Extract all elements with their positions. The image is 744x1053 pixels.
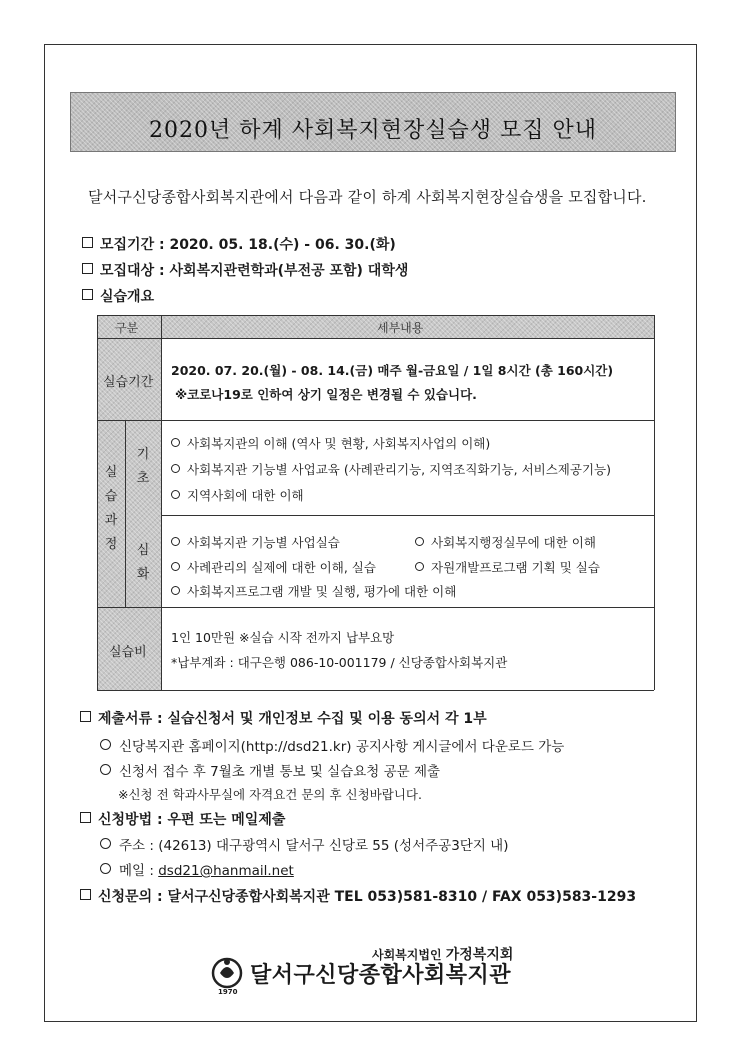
checkbox-square-icon <box>82 263 93 274</box>
advanced-item: 사회복지프로그램 개발 및 실행, 평가에 대한 이해 <box>171 582 456 600</box>
title-banner <box>70 92 676 152</box>
page-title: 2020년 하계 사회복지현장실습생 모집 안내 <box>149 117 597 143</box>
circle-bullet-icon <box>171 490 180 499</box>
circle-bullet-icon <box>100 764 111 775</box>
process-label: 실 습 과 정 <box>104 465 118 552</box>
checkbox-square-icon <box>82 289 93 300</box>
period-label: 실습기간 <box>103 375 154 390</box>
period-line-1: 2020. 07. 20.(월) - 08. 14.(금) 매주 월-금요일 / 1일 8시간 (총 160시간) <box>171 363 614 378</box>
period-line-2: ※코로나19로 인하여 상기 일정은 변경될 수 있습니다. <box>175 387 477 402</box>
basic-label: 기 초 <box>136 447 150 486</box>
basic-item: 사회복지관의 이해 (역사 및 현황, 사회복지사업의 이해) <box>171 434 490 452</box>
table-header-row <box>97 315 654 338</box>
advanced-item: 자원개발프로그램 기획 및 실습 <box>415 558 600 576</box>
circle-bullet-icon <box>171 562 180 571</box>
fee-line-1: 1인 10만원 ※실습 시작 전까지 납부요망 <box>171 630 395 645</box>
fee-line-2: *납부계좌 : 대구은행 086-10-001179 / 신당종합사회복지관 <box>171 655 508 670</box>
circle-bullet-icon <box>415 562 424 571</box>
logo-year: 1970 <box>218 988 238 996</box>
email-link[interactable]: dsd21@hanmail.net <box>158 863 294 879</box>
circle-bullet-icon <box>100 863 111 874</box>
documents-item: 신당복지관 홈페이지(http://dsd21.kr) 공지사항 게시글에서 다운로드 가능 <box>100 735 564 755</box>
center-name: 달서구신당종합사회복지관 <box>250 963 512 988</box>
documents-note: ※신청 전 학과사무실에 자격요건 문의 후 신청바랍니다. <box>118 787 422 802</box>
advanced-item: 사례관리의 실제에 대한 이해, 실습 <box>171 558 376 576</box>
intro-text: 달서구신당종합사회복지관에서 다음과 같이 하계 사회복지현장실습생을 모집합니다. <box>88 188 647 206</box>
documents-item: 신청서 접수 후 7월초 개별 통보 및 실습요청 공문 제출 <box>100 760 440 780</box>
recruit-period: 모집기간 : 2020. 05. 18.(수) - 06. 30.(화) <box>82 234 396 254</box>
apply-address: 주소 : (42613) 대구광역시 달서구 신당로 55 (성서주공3단지 내) <box>100 834 508 854</box>
organization-logo-icon <box>210 955 244 989</box>
circle-bullet-icon <box>171 537 180 546</box>
inquiry-line: 신청문의 : 달서구신당종합사회복지관 TEL 053)581-8310 / FAX 053)583-1293 <box>80 886 636 906</box>
circle-bullet-icon <box>100 838 111 849</box>
apply-method-heading: 신청방법 : 우편 또는 메일제출 <box>80 809 285 829</box>
circle-bullet-icon <box>171 586 180 595</box>
checkbox-square-icon <box>80 711 91 722</box>
overview-heading: 실습개요 <box>82 286 154 306</box>
fee-label: 실습비 <box>109 645 147 660</box>
checkbox-square-icon <box>82 237 93 248</box>
recruit-target: 모집대상 : 사회복지관련학과(부전공 포함) 대학생 <box>82 260 408 280</box>
advanced-item: 사회복지관 기능별 사업실습 <box>171 533 340 551</box>
checkbox-square-icon <box>80 812 91 823</box>
documents-heading: 제출서류 : 실습신청서 및 개인정보 수집 및 이용 동의서 각 1부 <box>80 708 487 728</box>
overview-table <box>97 315 654 690</box>
circle-bullet-icon <box>171 464 180 473</box>
apply-email: 메일 : dsd21@hanmail.net <box>100 859 294 879</box>
basic-item: 사회복지관 기능별 사업교육 (사례관리기능, 지역조직화기능, 서비스제공기능) <box>171 460 611 478</box>
col-header-details: 세부내용 <box>377 321 424 335</box>
basic-item: 지역사회에 대한 이해 <box>171 486 304 504</box>
advanced-label: 심 화 <box>136 543 150 582</box>
circle-bullet-icon <box>171 438 180 447</box>
checkbox-square-icon <box>80 889 91 900</box>
circle-bullet-icon <box>100 739 111 750</box>
col-header-category: 구분 <box>115 321 139 335</box>
advanced-item: 사회복지행정실무에 대한 이해 <box>415 533 596 551</box>
corp-name: 사회복지법인 가정복지회 <box>372 947 514 963</box>
circle-bullet-icon <box>415 537 424 546</box>
